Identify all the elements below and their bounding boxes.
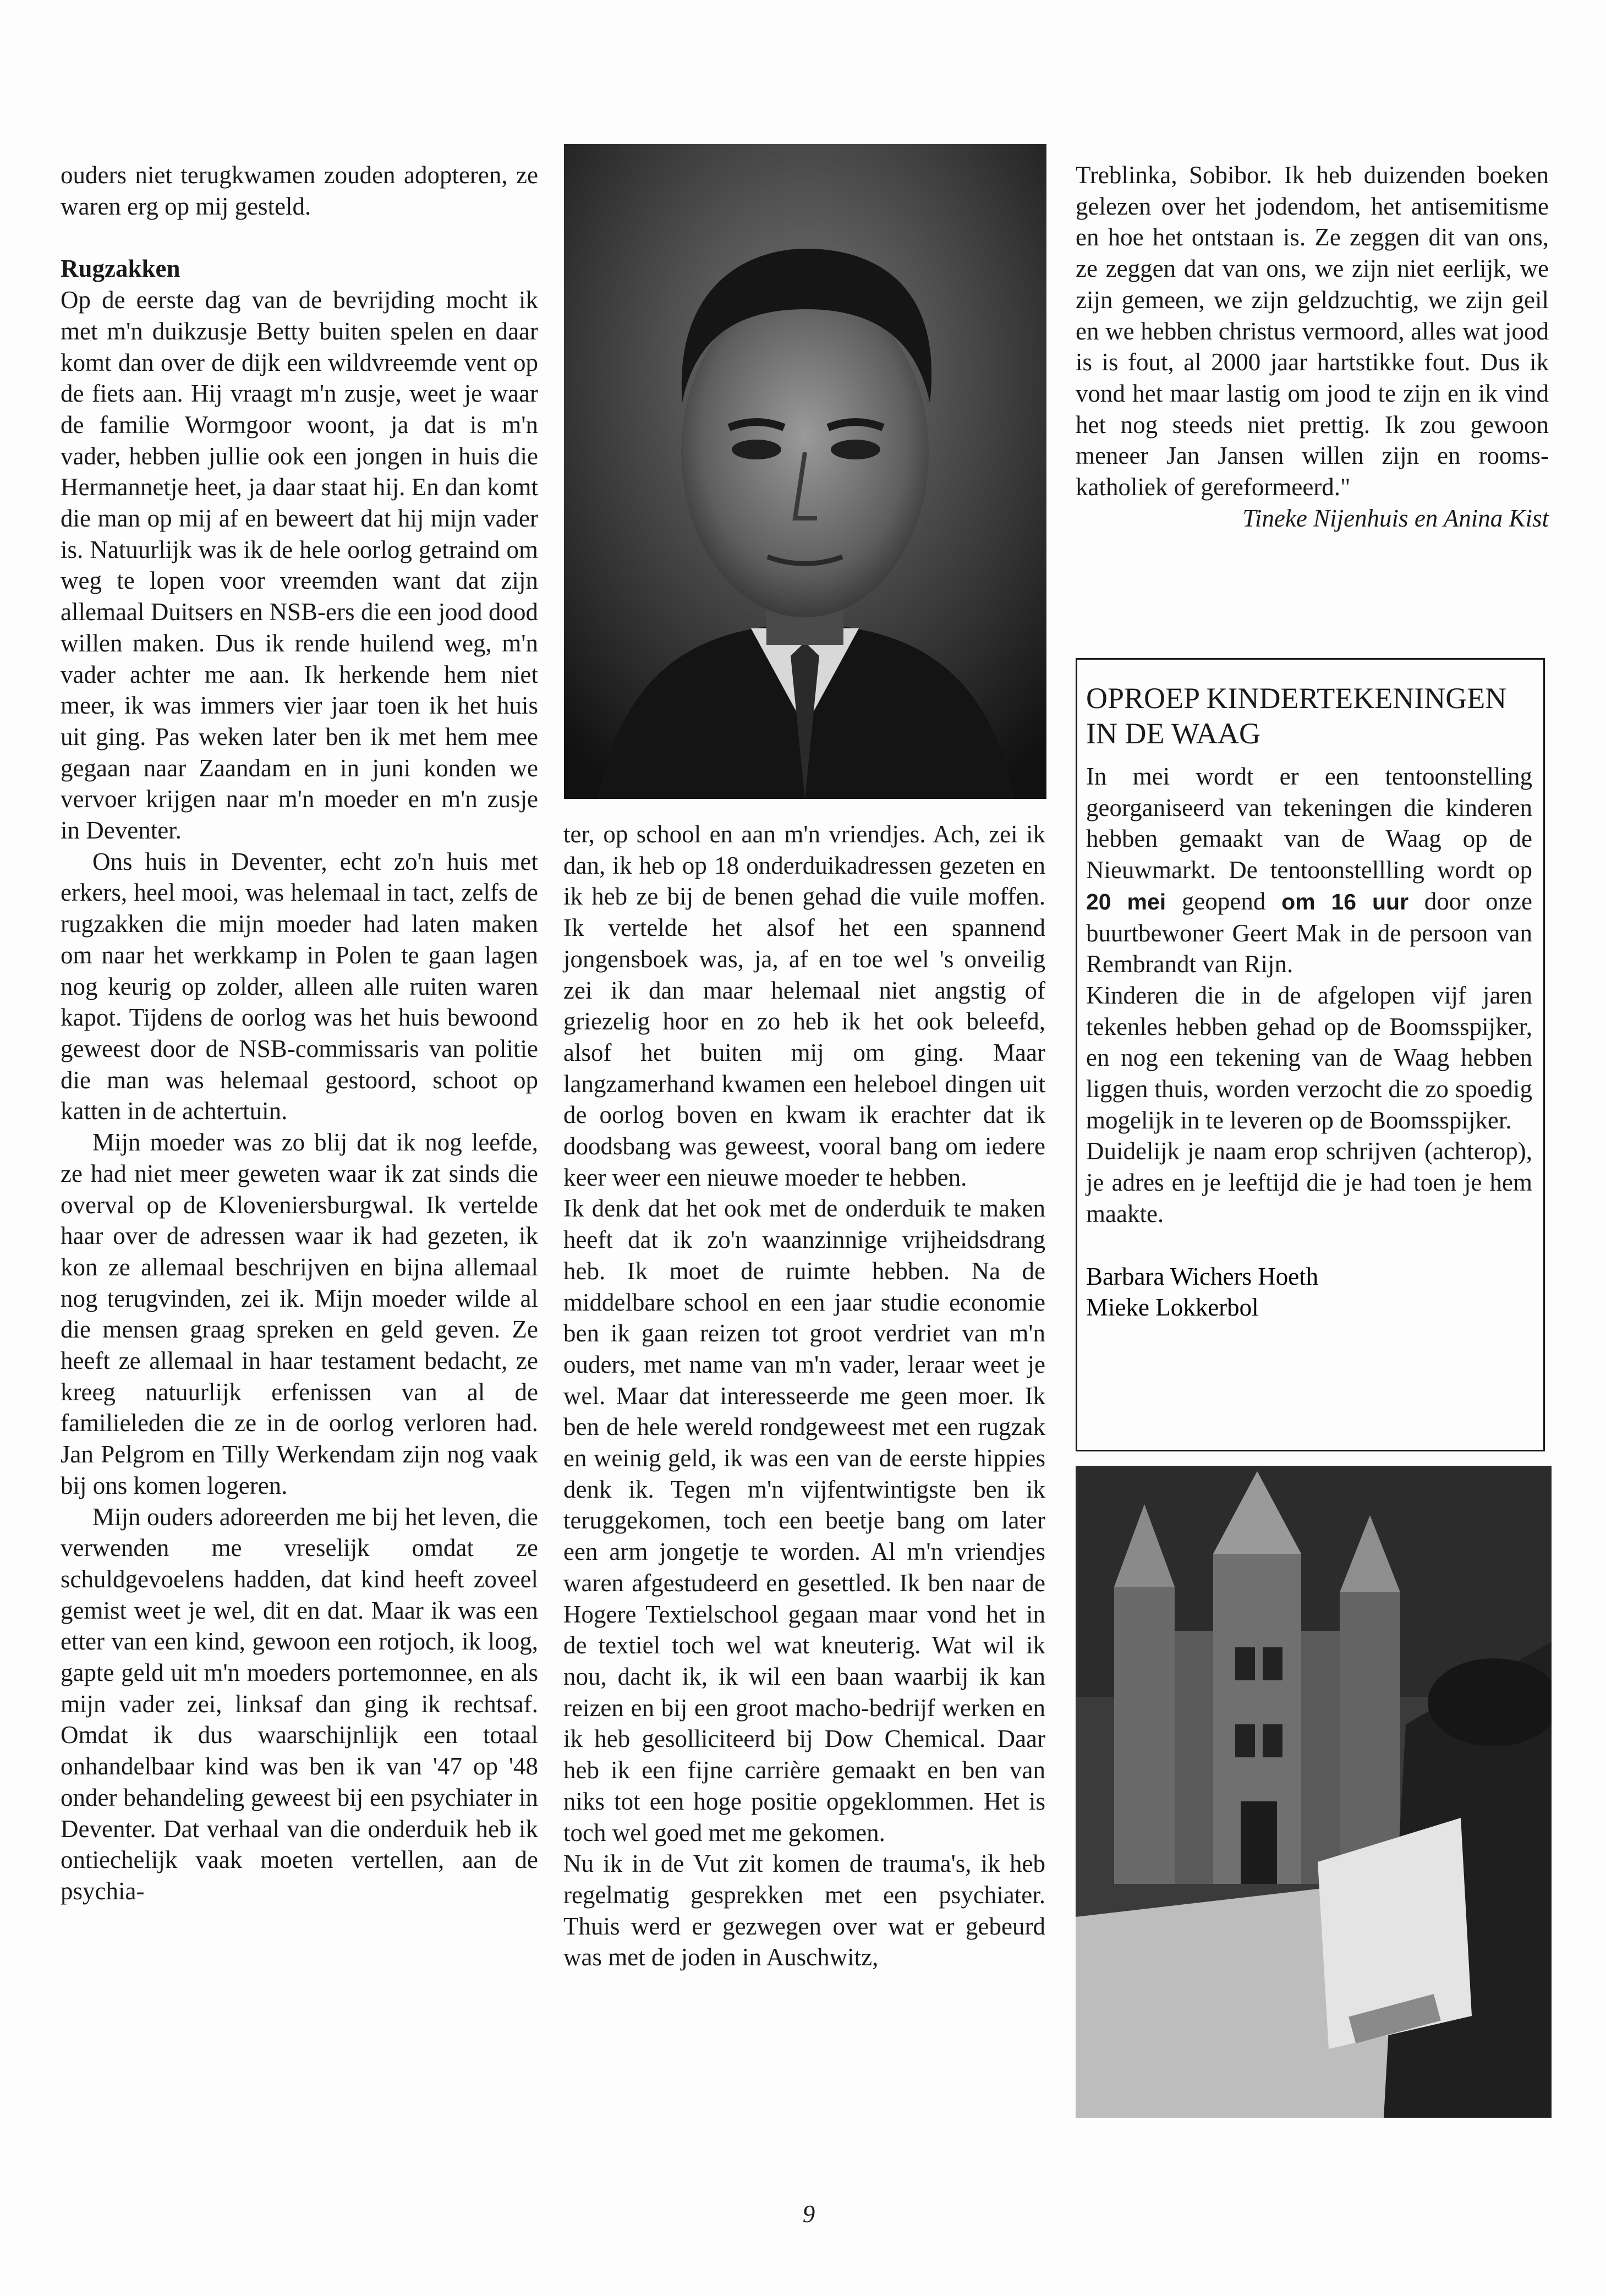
callout-authors (1086, 1261, 1532, 1323)
portrait-illustration (564, 144, 1046, 799)
callout-date: 20 mei (1086, 889, 1166, 914)
article-signature: Tineke Nijenhuis en Anina Kist (1242, 504, 1549, 532)
callout-text: In mei wordt er een tentoonstelling georganiseerd van tekeningen die kinderen hebben gemaakt van de Waag op de Nieuwmarkt. De tentoonstellling wordt op (1086, 763, 1532, 884)
article-paragraph: Mijn moeder was zo blij dat ik nog leefde, ze had niet meer geweten waar ik zat sinds die overval op de Kloveniersburgwal. Ik vertelde haar over de adressen waar ik had gezeten, ik kon ze allemaal beschrijven en bijna allemaal nog terugvinden, zei ik. Mijn moeder wilde al die mensen graag spreken en geld geven. Ze heeft ze allemaal in haar testament bedacht, ze kreeg natuurlijk erfenissen van al de familieleden die ze in de oorlog verloren had. Jan Pelgrom en Tilly Werkendam zijn nog vaak bij ons komen logeren. (61, 1128, 538, 1499)
article-paragraph: Ons huis in Deventer, echt zo'n huis met erkers, heel mooi, was helemaal in tact, zelfs de rugzakken die mijn moeder had laten maken om naar het werkkamp in Polen te gaan lagen nog keurig op zolder, alleen alle ruiten waren kapot. Tijdens de oorlog was het huis bewoond geweest door de NSB-commissaris van politie die man was helemaal gestoord, schoot op katten in de achtertuin. (61, 847, 538, 1125)
waag-illustration (1076, 1466, 1552, 2118)
article-paragraph: Op de eerste dag van de bevrijding mocht ik met m'n duikzusje Betty buiten spelen en daar komt dan over de dijk een wildvreemde vent op de fiets aan. Hij vraagt m'n zusje, weet je waar de familie Wormgoor woont, ja dat is m'n vader, hebben jullie ook een jongen in huis die Hermannetje heet, ja daar staat hij. En dan komt die man op mij af en beweert dat hij mijn vader is. Natuurlijk was ik de hele oorlog getraind om weg te lopen voor vreemden want dat zijn allemaal Duitsers en NSB-ers die een jood dood willen maken. Dus ik rende huilend weg, m'n vader achter me aan. Ik herkende hem niet meer, ik was immers vier jaar toen ik het huis uit ging. Pas weken later ben ik met hem mee gegaan naar Zaandam en in juni konden we vervoer krijgen naar m'n moeder en m'n zusje in Deventer. (61, 286, 538, 845)
section-heading: Rugzakken (61, 255, 180, 283)
callout-title: OPROEP KINDERTEKENINGEN IN DE WAAG (1086, 682, 1507, 750)
callout-author: Mieke Lokkerbol (1086, 1294, 1259, 1322)
callout-author: Barbara Wichers Hoeth (1086, 1262, 1319, 1290)
waag-photo (1076, 1466, 1552, 2118)
portrait-photo (564, 144, 1046, 799)
article-column-3 (1076, 160, 1549, 534)
article-paragraph: Nu ik in de Vut zit komen de trauma's, ik heb regelmatig gesprekken met een psychiater. Thuis werd er gezwegen over wat er gebeurd was met de joden in Auschwitz, (563, 1850, 1045, 1971)
article-paragraph: Mijn ouders adoreerden me bij het leven, die verwenden me vreselijk omdat ze schuldgevoelens hadden, dat kind heeft zoveel gemist weet je wel, dit en dat. Maar ik was een etter van een kind, gewoon een rotjoch, ik loog, gapte geld uit m'n moeders portemonnee, en als mijn vader zei, linksaf dan ging ik rechtsaf. Omdat ik dus waarschijnlijk een totaal onhandelbaar kind was ben ik van '47 op '48 onder behandeling geweest bij een psychiater in Deventer. Dat verhaal van die onderduik heb ik ontiechelijk vaak moeten vertellen, aan de psychia- (61, 1503, 538, 1905)
callout-text: geopend (1166, 887, 1282, 915)
callout-paragraph: Kinderen die in de afgelopen vijf jaren tekenles hebben gehad op de Boomsspijker, en nog een tekening van de Waag hebben liggen thuis, worden verzocht die zo spoedig mogelijk in te leveren op de Boomsspijker. (1086, 981, 1532, 1134)
article-paragraph: Treblinka, Sobibor. Ik heb duizenden boeken gelezen over het jodendom, het antisemitisme en hoe het ontstaan is. Ze zeggen dit van ons, ze zeggen dat van ons, we zijn niet eerlijk, we zijn gemeen, we zijn geldzuchtig, we zijn geil en we hebben christus vermoord, alles wat jood is is fout, al 2000 jaar hartstikke fout. Dus ik vond het maar lastig om jood te zijn en ik vind het nog steeds niet prettig. Ik zou gewoon meneer Jan Jansen willen zijn en rooms-katholiek of gereformeerd." (1076, 161, 1549, 501)
callout-box (1076, 658, 1545, 1451)
callout-body (1086, 761, 1532, 1230)
callout-time: om 16 uur (1281, 889, 1409, 914)
callout-text: door onze buurtbewoner Geert Mak in de persoon van Rembrandt van Rijn. (1086, 887, 1532, 978)
article-paragraph: ouders niet terugkwamen zouden adopteren, ze waren erg op mij gesteld. (61, 161, 538, 220)
article-column-2 (563, 819, 1045, 1973)
article-paragraph: ter, op school en aan m'n vriendjes. Ach, zei ik dan, ik heb op 18 onderduikadressen gezeten en ik heb ze bij de benen gehad die vuile moffen. Ik vertelde het alsof het een spannend jongensboek was, ja, af en toe wel 's onveilig zei ik dan maar helemaal niet angstig of griezelig hoor en zo heb ik het ook beleefd, alsof het buiten mij om ging. Maar langzamerhand kwamen een heleboel dingen uit de oorlog boven en kwam ik erachter dat ik doodsbang was geweest, vooral bang om iedere keer weer een nieuwe moeder te hebben. (563, 820, 1045, 1191)
article-column-1 (61, 160, 538, 1907)
article-paragraph: Ik denk dat het ook met de onderduik te maken heeft dat ik zo'n waanzinnige vrijheidsdrang heb. Ik moet de ruimte hebben. Na de middelbare school en een jaar studie economie ben ik gaan reizen tot groot verdriet van m'n ouders, met name van m'n vader, leraar weet je wel. Maar dat interesseerde me geen moer. Ik ben de hele wereld rondgeweest met een rugzak en weinig geld, ik was een van de eerste hippies denk ik. Tegen m'n vijfentwintigste ben ik teruggekomen, toch een beetje bang om later een arm jongetje te worden. Al m'n vriendjes waren afgestudeerd en gesettled. Ik ben naar de Hogere Textielschool gegaan maar vond het in de textiel toch wel wat kneuterig. Wat wil ik nou, dacht ik, ik wil een baan waarbij ik kan reizen en bij een groot macho-bedrijf werken en ik heb gesolliciteerd bij Dow Chemical. Daar heb ik een fijne carrière gemaakt en ben van niks tot een hoge positie opgeklommen. Het is toch wel goed met me gekomen. (563, 1194, 1045, 1846)
callout-paragraph (1086, 761, 1532, 980)
callout-paragraph: Duidelijk je naam erop schrijven (achterop), je adres en je leeftijd die je had toen je hem maakte. (1086, 1137, 1532, 1228)
page-number: 9 (802, 2200, 815, 2228)
